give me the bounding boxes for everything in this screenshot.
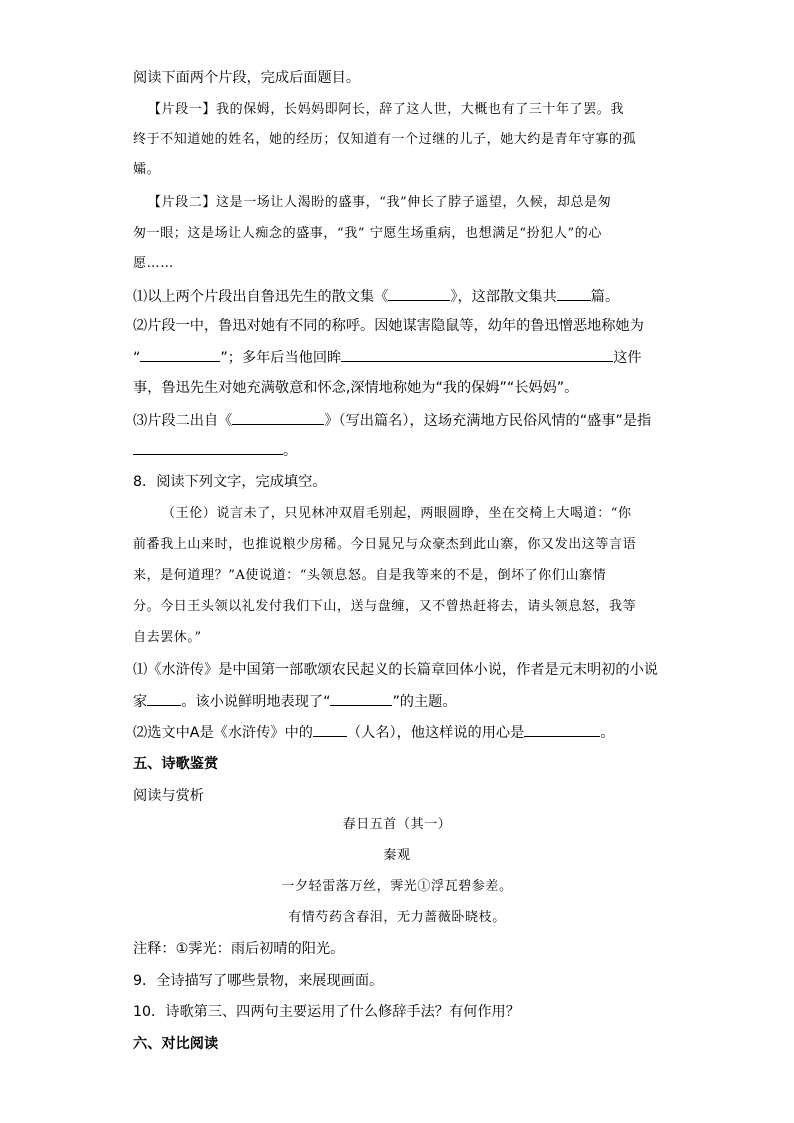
section-6-heading: 六、对比阅读 <box>133 1036 219 1052</box>
question-2-line: ⑵片段一中，鲁迅对她有不同的称呼。因她谋害隐鼠等，幼年的鲁迅憎恶地称她为 <box>133 318 644 334</box>
poem-line: 一夕轻雷落万丝，霁光①浮瓦碧参差。 <box>281 879 513 894</box>
question-text: 。 <box>283 443 298 459</box>
answer-blank[interactable] <box>524 722 600 737</box>
answer-blank[interactable] <box>313 722 347 737</box>
question-2-line <box>133 347 642 368</box>
question-text: 篇。 <box>590 289 620 305</box>
answer-blank[interactable] <box>133 440 283 455</box>
question-8-1-line: ⑴《水浒传》是中国第一部歌颂农民起义的长篇章回体小说，作者是元末明初的小说 <box>133 662 658 678</box>
answer-blank[interactable] <box>232 410 324 425</box>
sub-heading: 阅读与赏析 <box>133 788 204 804</box>
question-3-line <box>133 410 651 431</box>
fragment-2-line: 【片段二】这是一场让人渴盼的盛事，“我”伸长了脖子遥望，久候，却总是匆 <box>148 195 612 210</box>
question-text: 这件 <box>613 350 642 366</box>
poem-line: 有情芍药含春泪，无力蔷薇卧晓枝。 <box>288 910 506 925</box>
fragment-1-line: 终于不知道她的姓名，她的经历；仅知道有一个过继的儿子，她大约是青年守寡的孤 <box>133 132 637 147</box>
poem-title: 春日五首（其一） <box>342 817 452 832</box>
question-text: 。 <box>600 725 615 741</box>
answer-blank[interactable] <box>147 691 181 706</box>
question-1 <box>133 286 619 307</box>
question-text: （人名），他这样说的用心是 <box>346 725 525 741</box>
poem-author: 秦观 <box>383 848 411 863</box>
question-text: ⑵选文中A是《水浒传》中的 <box>133 725 313 741</box>
answer-blank[interactable] <box>388 286 450 301</box>
fragment-2-line: 愿…… <box>133 256 174 271</box>
passage-8-line: 分。今日王头领以礼发付我们下山，送与盘缠，又不曾热赶将去，请头领息怒，我等 <box>133 599 637 614</box>
answer-blank[interactable] <box>341 347 613 362</box>
fragment-1-line: 【片段一】我的保姆，长妈妈即阿长，辞了这人世，大概也有了三十年了罢。我 <box>148 102 625 117</box>
question-text: ⑶片段二出自《 <box>133 413 233 429</box>
question-text: ⑴以上两个片段出自鲁迅先生的散文集《 <box>133 289 389 305</box>
question-text: 家 <box>133 694 148 710</box>
passage-8-line: 来，是何道理？”A使说道：“头领息怒。自是我等来的不是，倒坏了你们山寨情 <box>133 568 607 583</box>
question-text: 》（写出篇名），这场充满地方民俗风情的“盛事”是指 <box>324 413 652 429</box>
question-8-2-line <box>133 722 615 743</box>
answer-blank[interactable] <box>557 286 591 301</box>
passage-8-line: （王伦）说言未了，只见林冲双眉毛别起，两眼圆睁，坐在交椅上大喝道：“你 <box>162 506 632 521</box>
reading-instruction: 阅读下面两个片段，完成后面题目。 <box>133 70 361 86</box>
question-8-title: 8．阅读下列文字，完成填空。 <box>133 474 327 490</box>
answer-blank[interactable] <box>140 347 220 362</box>
poem-note: 注释：①霁光：雨后初晴的阳光。 <box>133 941 345 957</box>
question-8-1-line <box>133 691 457 712</box>
section-5-heading: 五、诗歌鉴赏 <box>133 756 219 772</box>
question-text: 。该小说鲜明地表现了“ <box>181 694 331 710</box>
question-text: ”；多年后当他回眸 <box>220 350 342 366</box>
question-text: “ <box>133 350 141 366</box>
question-9: 9．全诗描写了哪些景物，来展现画面。 <box>133 973 384 989</box>
question-text: 》，这部散文集共 <box>450 289 557 305</box>
passage-8-line: 自去罢休。” <box>133 630 202 645</box>
fragment-2-line: 匆一眼；这是场让人痴念的盛事，“我” 宁愿生场重病，也想满足“扮犯人”的心 <box>133 226 602 241</box>
question-2-line: 事，鲁迅先生对她充满敬意和怀念,深情地称她为“我的保姆”“长妈妈”。 <box>133 380 579 396</box>
question-3-line <box>133 440 297 461</box>
passage-8-line: 前番我上山来时，也推说粮少房稀。今日晁兄与众豪杰到此山寨，你又发出这等言语 <box>133 537 637 552</box>
question-text: ”的主题。 <box>392 694 457 710</box>
answer-blank[interactable] <box>330 691 392 706</box>
question-10: 10．诗歌第三、四两句主要运用了什么修辞手法？有何作用？ <box>133 1004 520 1020</box>
fragment-1-line: 孀。 <box>133 162 161 177</box>
